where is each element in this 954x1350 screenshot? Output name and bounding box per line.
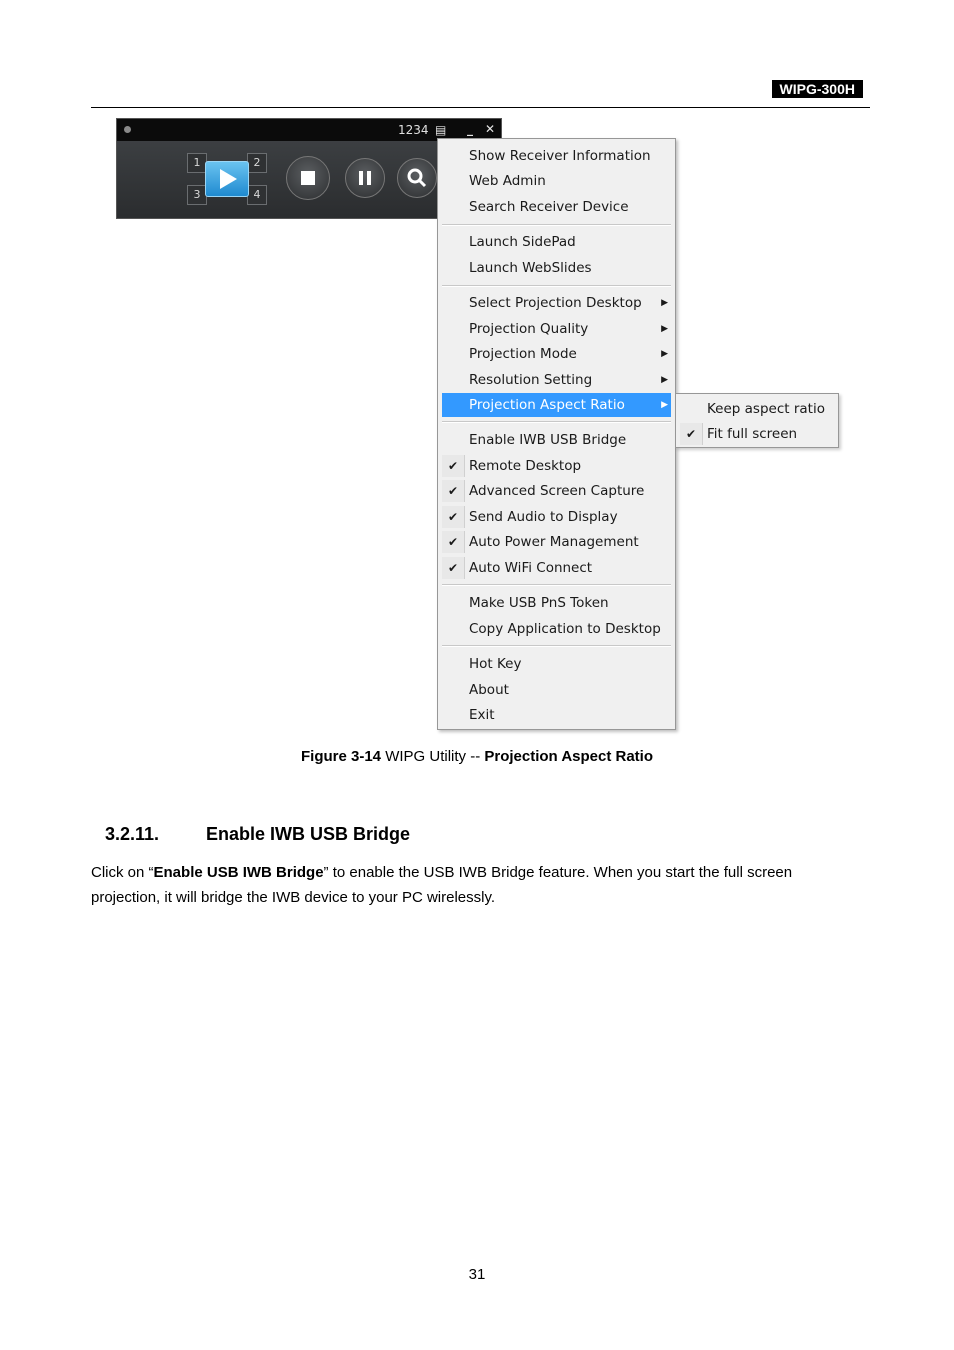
figure-caption-text: WIPG Utility --: [381, 748, 485, 765]
figure-number: Figure 3-14: [301, 748, 382, 765]
submenu-item-label: Keep aspect ratio: [707, 401, 825, 417]
menu-item-label: About: [469, 682, 509, 698]
login-code: 1234: [398, 123, 429, 137]
submenu-item-fit-full-screen[interactable]: [680, 422, 834, 446]
checkmark-icon: ✔: [442, 455, 465, 477]
search-icon: [398, 159, 436, 197]
menu-separator: [442, 645, 671, 647]
menu-item-projection-aspect-ratio[interactable]: [442, 393, 671, 417]
search-button[interactable]: [397, 158, 437, 198]
figure-title: Projection Aspect Ratio: [484, 748, 653, 765]
menu-item-copy-application-to-desktop[interactable]: [442, 617, 671, 641]
submenu-item-label: Fit full screen: [707, 426, 798, 442]
menu-separator: [442, 285, 671, 287]
body-paragraph: [91, 860, 863, 910]
menu-item-launch-sidepad[interactable]: [442, 230, 671, 254]
pause-button[interactable]: [345, 158, 385, 198]
submenu-item-keep-aspect-ratio[interactable]: [680, 397, 834, 421]
minimize-icon[interactable]: _: [467, 122, 473, 136]
close-icon[interactable]: ✕: [485, 122, 496, 136]
menu-item-label: Enable IWB USB Bridge: [469, 432, 627, 448]
checkmark-icon: ✔: [442, 531, 465, 553]
context-menu: [437, 138, 676, 730]
aspect-ratio-submenu: [675, 393, 839, 448]
menu-item-label: Launch WebSlides: [469, 260, 592, 276]
menu-item-about[interactable]: [442, 678, 671, 702]
menu-item-label: Projection Aspect Ratio: [469, 397, 625, 413]
menu-item-label: Resolution Setting: [469, 372, 593, 388]
paragraph-text: Click on “: [91, 864, 154, 881]
paragraph-text: ” to enable the USB IWB Bridge feature. When you start the full screen projection, it will bridge the IWB device to your PC wirelessly.: [91, 864, 793, 906]
play-icon: [206, 162, 248, 196]
menu-item-show-receiver-information[interactable]: [442, 144, 671, 168]
menu-item-label: Advanced Screen Capture: [469, 483, 645, 499]
menu-item-enable-iwb-usb-bridge[interactable]: [442, 428, 671, 452]
paragraph-emphasis: Enable USB IWB Bridge: [153, 864, 324, 881]
menu-item-label: Show Receiver Information: [469, 148, 651, 164]
menu-item-exit[interactable]: [442, 703, 671, 727]
menu-item-label: Launch SidePad: [469, 234, 576, 250]
menu-separator: [442, 584, 671, 586]
menu-item-label: Search Receiver Device: [469, 199, 629, 215]
menu-item-projection-quality[interactable]: [442, 317, 671, 341]
checkmark-icon: ✔: [442, 480, 465, 502]
menu-item-label: Projection Quality: [469, 321, 589, 337]
header-model-badge: WIPG-300H: [772, 80, 863, 98]
submenu-arrow-icon: ▶: [661, 400, 668, 410]
menu-item-label: Hot Key: [469, 656, 522, 672]
menu-item-label: Auto Power Management: [469, 534, 639, 550]
menu-item-make-usb-pns-token[interactable]: [442, 591, 671, 615]
status-dot-icon: [124, 126, 131, 133]
menu-item-label: Copy Application to Desktop: [469, 621, 661, 637]
menu-item-label: Auto WiFi Connect: [469, 560, 593, 576]
menu-item-label: Projection Mode: [469, 346, 577, 362]
menu-item-select-projection-desktop[interactable]: [442, 291, 671, 315]
menu-item-search-receiver-device[interactable]: [442, 195, 671, 219]
menu-separator: [442, 421, 671, 423]
play-button[interactable]: [205, 161, 249, 197]
checkmark-icon: ✔: [442, 506, 465, 528]
menu-item-launch-webslides[interactable]: [442, 256, 671, 280]
menu-item-label: Select Projection Desktop: [469, 295, 642, 311]
menu-item-auto-wifi-connect[interactable]: [442, 556, 671, 580]
menu-item-hot-key[interactable]: [442, 652, 671, 676]
menu-item-send-audio-to-display[interactable]: [442, 505, 671, 529]
menu-item-label: Send Audio to Display: [469, 509, 618, 525]
submenu-arrow-icon: ▶: [661, 349, 668, 359]
split-screen-1-button[interactable]: 1: [187, 153, 207, 173]
menu-icon[interactable]: ▤: [435, 123, 447, 137]
submenu-arrow-icon: ▶: [661, 298, 668, 308]
split-screen-3-button[interactable]: 3: [187, 185, 207, 205]
stop-icon: [287, 157, 329, 199]
pause-icon: [346, 159, 384, 197]
section-number: 3.2.11.: [105, 824, 160, 844]
menu-item-resolution-setting[interactable]: [442, 368, 671, 392]
figure-caption: [0, 748, 954, 765]
menu-item-label: Remote Desktop: [469, 458, 582, 474]
submenu-arrow-icon: ▶: [661, 375, 668, 385]
menu-item-label: Exit: [469, 707, 495, 723]
menu-item-auto-power-management[interactable]: [442, 530, 671, 554]
menu-separator: [442, 224, 671, 226]
menu-item-advanced-screen-capture[interactable]: [442, 479, 671, 503]
split-screen-4-button[interactable]: 4: [247, 185, 267, 205]
submenu-arrow-icon: ▶: [661, 324, 668, 334]
header-rule: [91, 107, 870, 108]
page-number: 31: [468, 1266, 486, 1283]
stop-button[interactable]: [286, 156, 330, 200]
section-title: Enable IWB USB Bridge: [206, 824, 411, 844]
menu-item-remote-desktop[interactable]: [442, 454, 671, 478]
checkmark-icon: ✔: [442, 557, 465, 579]
menu-item-label: Make USB PnS Token: [469, 595, 609, 611]
menu-item-projection-mode[interactable]: [442, 342, 671, 366]
menu-item-web-admin[interactable]: [442, 169, 671, 193]
split-screen-2-button[interactable]: 2: [247, 153, 267, 173]
menu-item-label: Web Admin: [469, 173, 546, 189]
checkmark-icon: ✔: [680, 423, 703, 445]
